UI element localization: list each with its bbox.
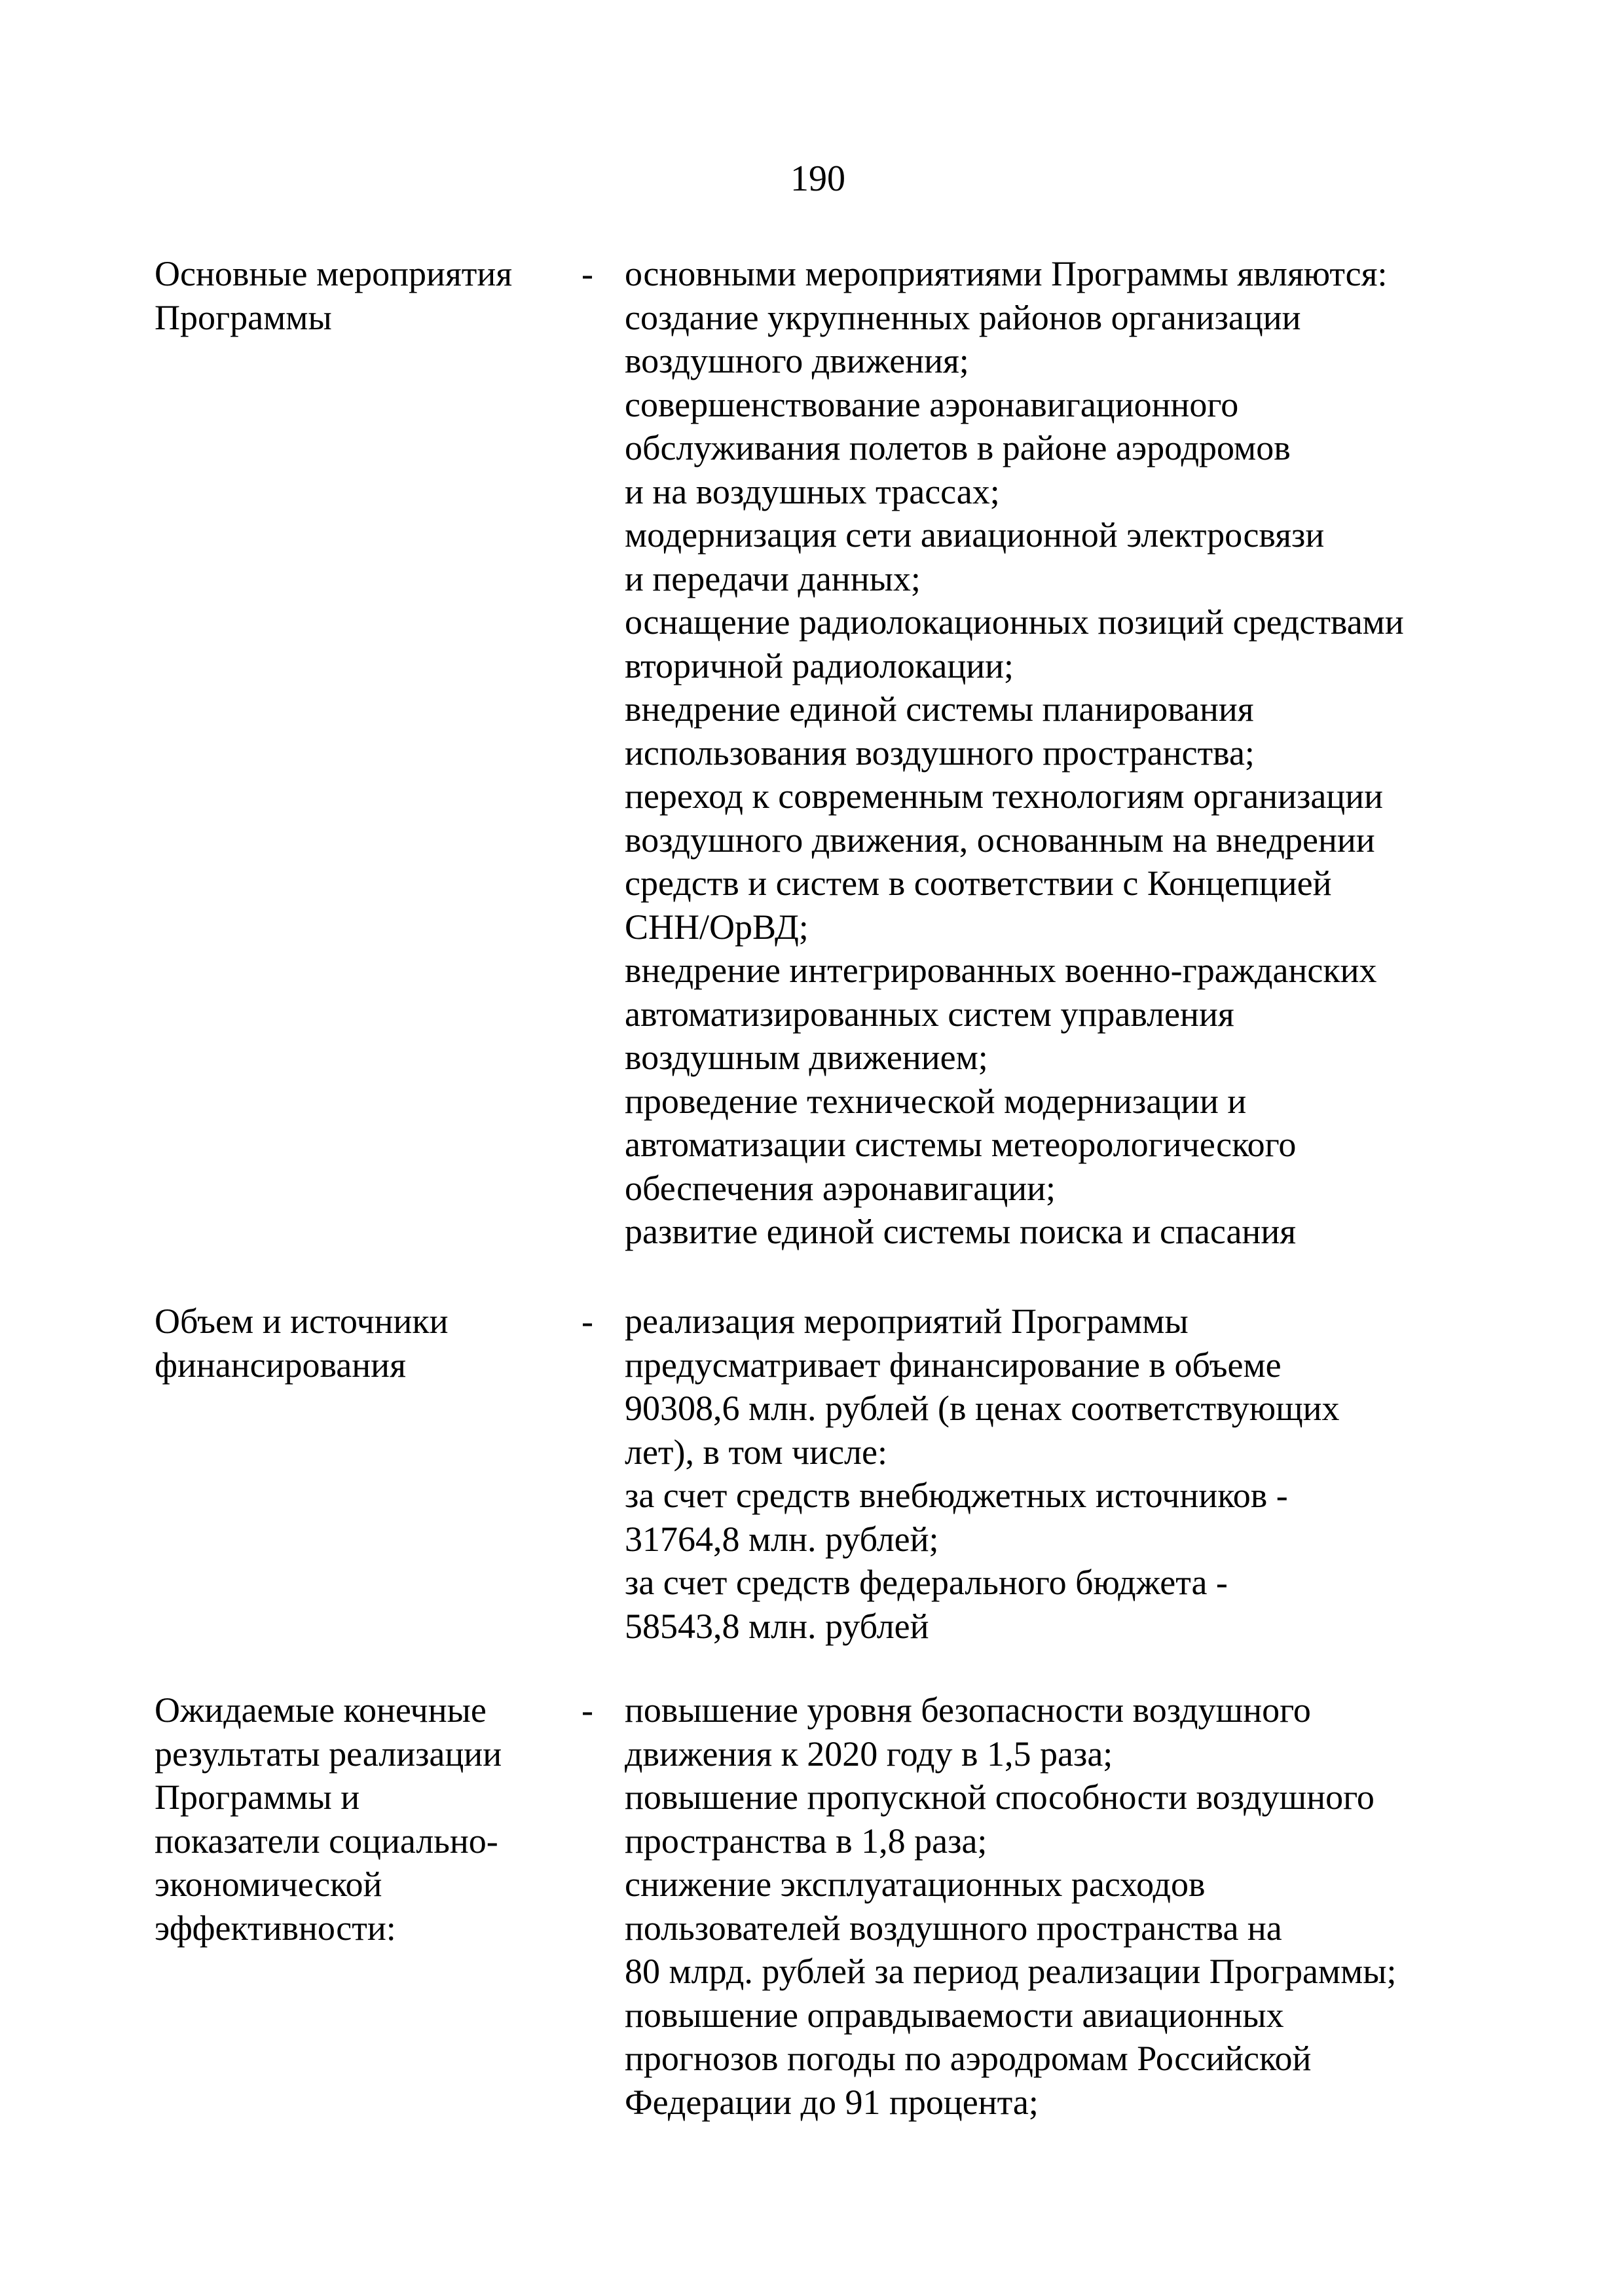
content-line: оснащение радиолокационных позиций средствами xyxy=(625,602,1404,642)
content-line: повышение оправдываемости авиационных xyxy=(625,1995,1284,2035)
content-line: обслуживания полетов в районе аэродромов xyxy=(625,428,1291,467)
label-line: Программы и xyxy=(155,1777,360,1817)
content-line: вторичной радиолокации; xyxy=(625,646,1014,685)
section-content xyxy=(625,1688,1502,2124)
content-line: СНН/ОрВД; xyxy=(625,907,809,947)
content-line: повышение пропускной способности воздушного xyxy=(625,1777,1375,1817)
content-line: прогнозов погоды по аэродромам Российской xyxy=(625,2039,1312,2078)
label-line: экономической xyxy=(155,1865,382,1904)
content-line: повышение уровня безопасности воздушного xyxy=(625,1690,1311,1730)
label-line: показатели социально- xyxy=(155,1821,498,1861)
label-line: Ожидаемые конечные xyxy=(155,1690,487,1730)
content-line: автоматизации системы метеорологического xyxy=(625,1125,1297,1164)
section-dash: - xyxy=(581,254,593,293)
content-line: 58543,8 млн. рублей xyxy=(625,1606,929,1646)
content-line: совершенствование аэронавигационного xyxy=(625,384,1239,424)
section-label xyxy=(155,1300,574,1387)
content-line: проведение технической модернизации и xyxy=(625,1081,1247,1121)
content-line: пространства в 1,8 раза; xyxy=(625,1821,987,1861)
content-line: воздушным движением; xyxy=(625,1038,988,1077)
content-line: внедрение интегрированных военно-гражданских xyxy=(625,951,1377,990)
content-line: обеспечения аэронавигации; xyxy=(625,1168,1056,1208)
content-line: 90308,6 млн. рублей (в ценах соответствующих xyxy=(625,1389,1340,1428)
content-line: воздушного движения; xyxy=(625,341,969,380)
content-line: Федерации до 91 процента; xyxy=(625,2082,1039,2122)
content-line: движения к 2020 году в 1,5 раза; xyxy=(625,1734,1113,1774)
label-line: Объем и источники xyxy=(155,1302,449,1341)
content-line: создание укрупненных районов организации xyxy=(625,297,1301,337)
content-line: пользователей воздушного пространства на xyxy=(625,1908,1282,1948)
content-line: снижение эксплуатационных расходов xyxy=(625,1865,1206,1904)
content-line: лет), в том числе: xyxy=(625,1432,887,1472)
label-line: Основные мероприятия xyxy=(155,254,513,293)
content-line: использования воздушного пространства; xyxy=(625,733,1255,773)
label-line: Программы xyxy=(155,297,332,337)
content-line: и на воздушных трассах; xyxy=(625,471,1000,511)
content-line: 31764,8 млн. рублей; xyxy=(625,1519,939,1559)
content-line: переход к современным технологиям организации xyxy=(625,776,1383,816)
content-line: за счет средств федерального бюджета - xyxy=(625,1563,1228,1602)
content-line: предусматривает финансирование в объеме xyxy=(625,1345,1282,1385)
label-line: эффективности: xyxy=(155,1908,396,1948)
content-line: модернизация сети авиационной электросвязи xyxy=(625,515,1325,555)
section-content xyxy=(625,1300,1502,1648)
content-line: воздушного движения, основанным на внедрении xyxy=(625,820,1375,860)
content-line: за счет средств внебюджетных источников - xyxy=(625,1476,1288,1515)
section-dash: - xyxy=(581,1690,593,1730)
label-line: результаты реализации xyxy=(155,1734,502,1774)
content-line: реализация мероприятий Программы xyxy=(625,1302,1189,1341)
content-line: внедрение единой системы планирования xyxy=(625,689,1254,729)
content-line: 80 млрд. рублей за период реализации Программы; xyxy=(625,1952,1397,1991)
content-line: автоматизированных систем управления xyxy=(625,994,1234,1034)
content-line: и передачи данных; xyxy=(625,558,921,598)
content-line: развитие единой системы поиска и спасания xyxy=(625,1212,1297,1251)
section-dash: - xyxy=(581,1302,593,1341)
section-label xyxy=(155,1688,574,1950)
section-label xyxy=(155,252,574,339)
content-line: основными мероприятиями Программы являются: xyxy=(625,254,1388,293)
section-content xyxy=(625,252,1502,1254)
page-number: 190 xyxy=(790,158,845,199)
content-line: средств и систем в соответствии с Концепцией xyxy=(625,864,1332,903)
label-line: финансирования xyxy=(155,1345,406,1385)
